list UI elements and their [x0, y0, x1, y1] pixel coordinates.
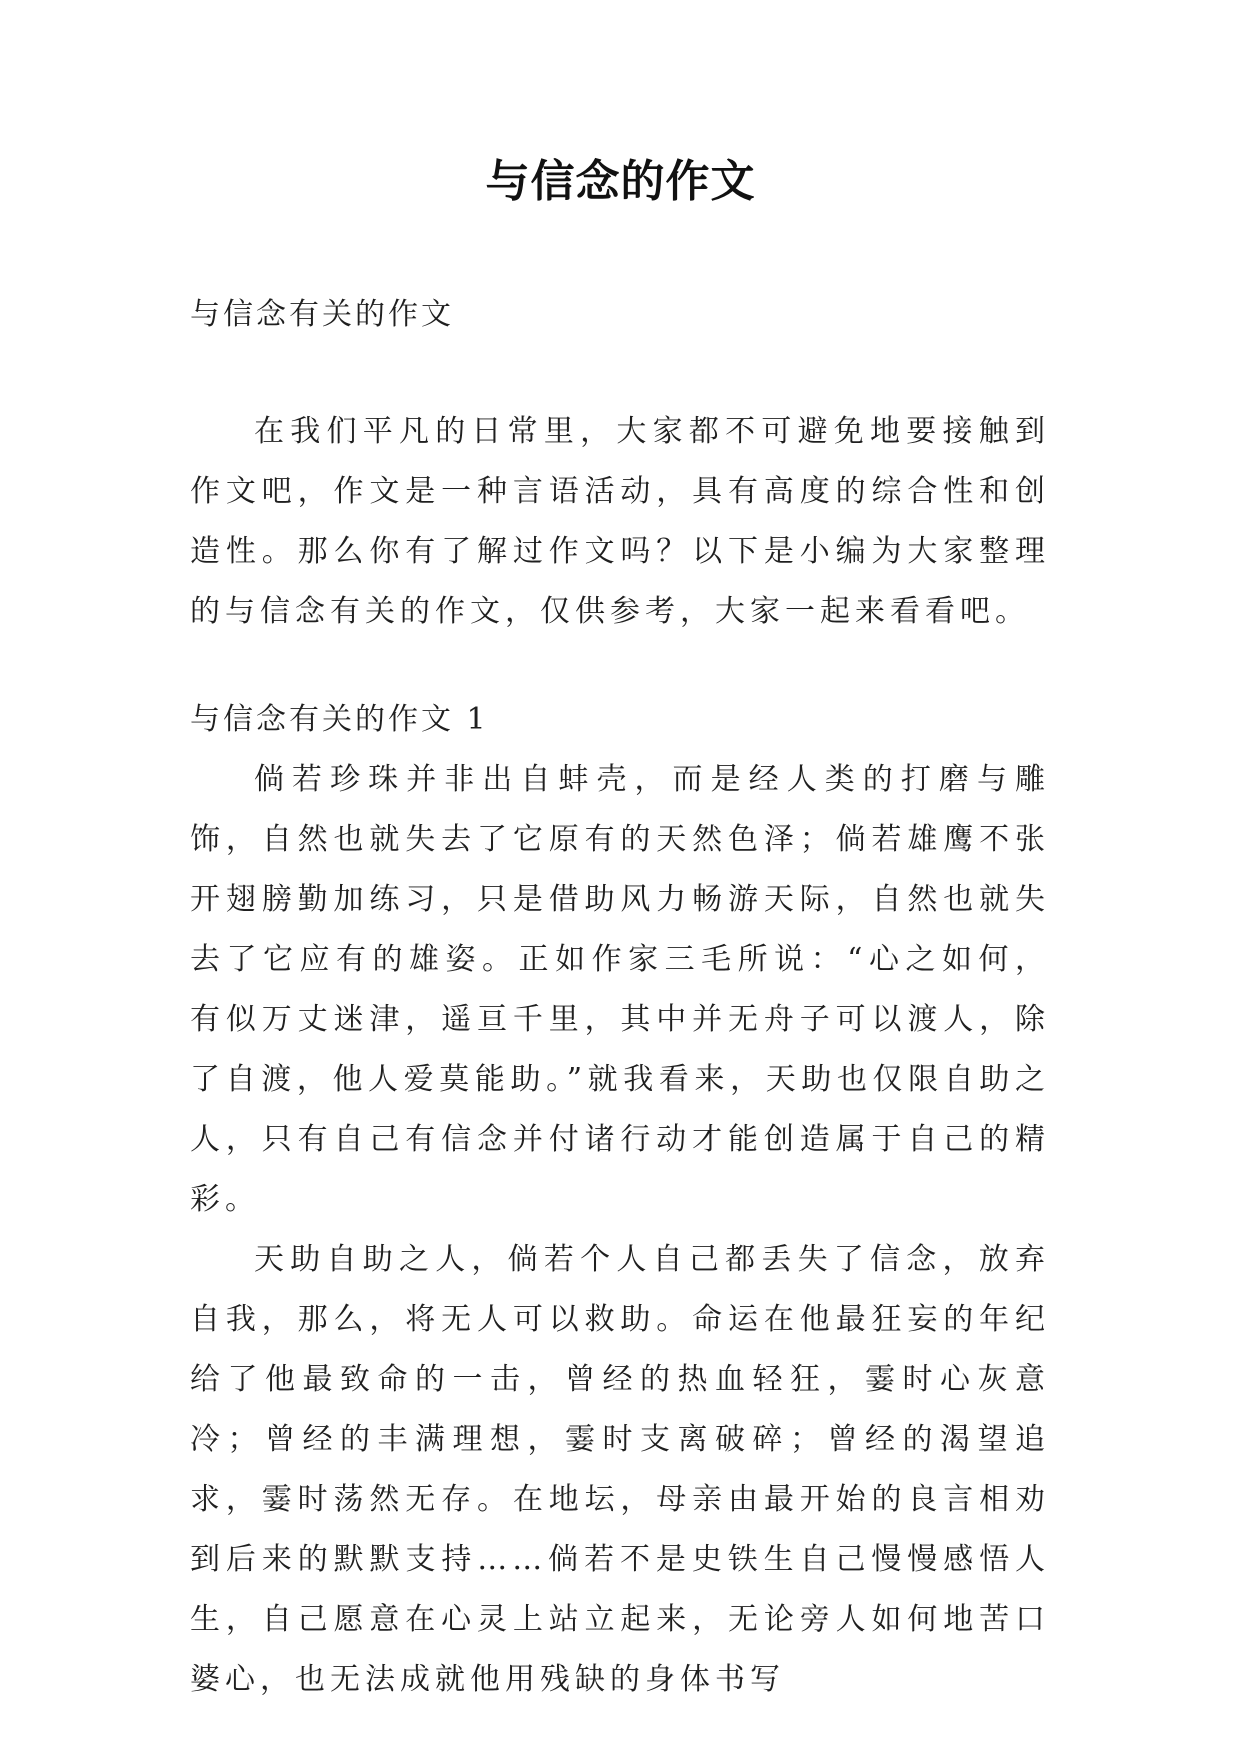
essay-paragraph-2: 天助自助之人，倘若个人自己都丢失了信念，放弃自我，那么，将无人可以救助。命运在他最狂妄的年纪给了他最致命的一击，曾经的热血轻狂，霎时心灰意冷；曾经的丰满理想，霎时支离破碎；曾经的渴望追求，霎时荡然无存。在地坛，母亲由最开始的良言相劝到后来的默默支持……倘若不是史铁生自己慢慢感悟人生，自己愿意在心灵上站立起来，无论旁人如何地苦口婆心，也无法成就他用残缺的身体书写 [190, 1242, 1050, 1697]
essay-paragraph-1: 倘若珍珠并非出自蚌壳，而是经人类的打磨与雕饰，自然也就失去了它原有的天然色泽；倘若雄鹰不张开翅膀勤加练习，只是借助风力畅游天际，自然也就失去了它应有的雄姿。正如作家三毛所说：“心之如何，有似万丈迷津，遥亘千里，其中并无舟子可以渡人，除了自渡，他人爱莫能助。”就我看来，天助也仅限自助之人，只有自己有信念并付诸行动才能创造属于自己的精彩。 [190, 762, 1050, 1217]
intro-paragraph: 在我们平凡的日常里，大家都不可避免地要接触到作文吧，作文是一种言语活动，具有高度的综合性和创造性。那么你有了解过作文吗？以下是小编为大家整理的与信念有关的作文，仅供参考，大家一起来看看吧。 [190, 414, 1050, 629]
essay-body [190, 750, 1050, 1710]
document-subtitle: 与信念有关的作文 [190, 297, 454, 332]
document-title: 与信念的作文 [485, 156, 756, 207]
section-heading: 与信念有关的作文 1 [190, 702, 489, 737]
intro-section [190, 402, 1050, 642]
